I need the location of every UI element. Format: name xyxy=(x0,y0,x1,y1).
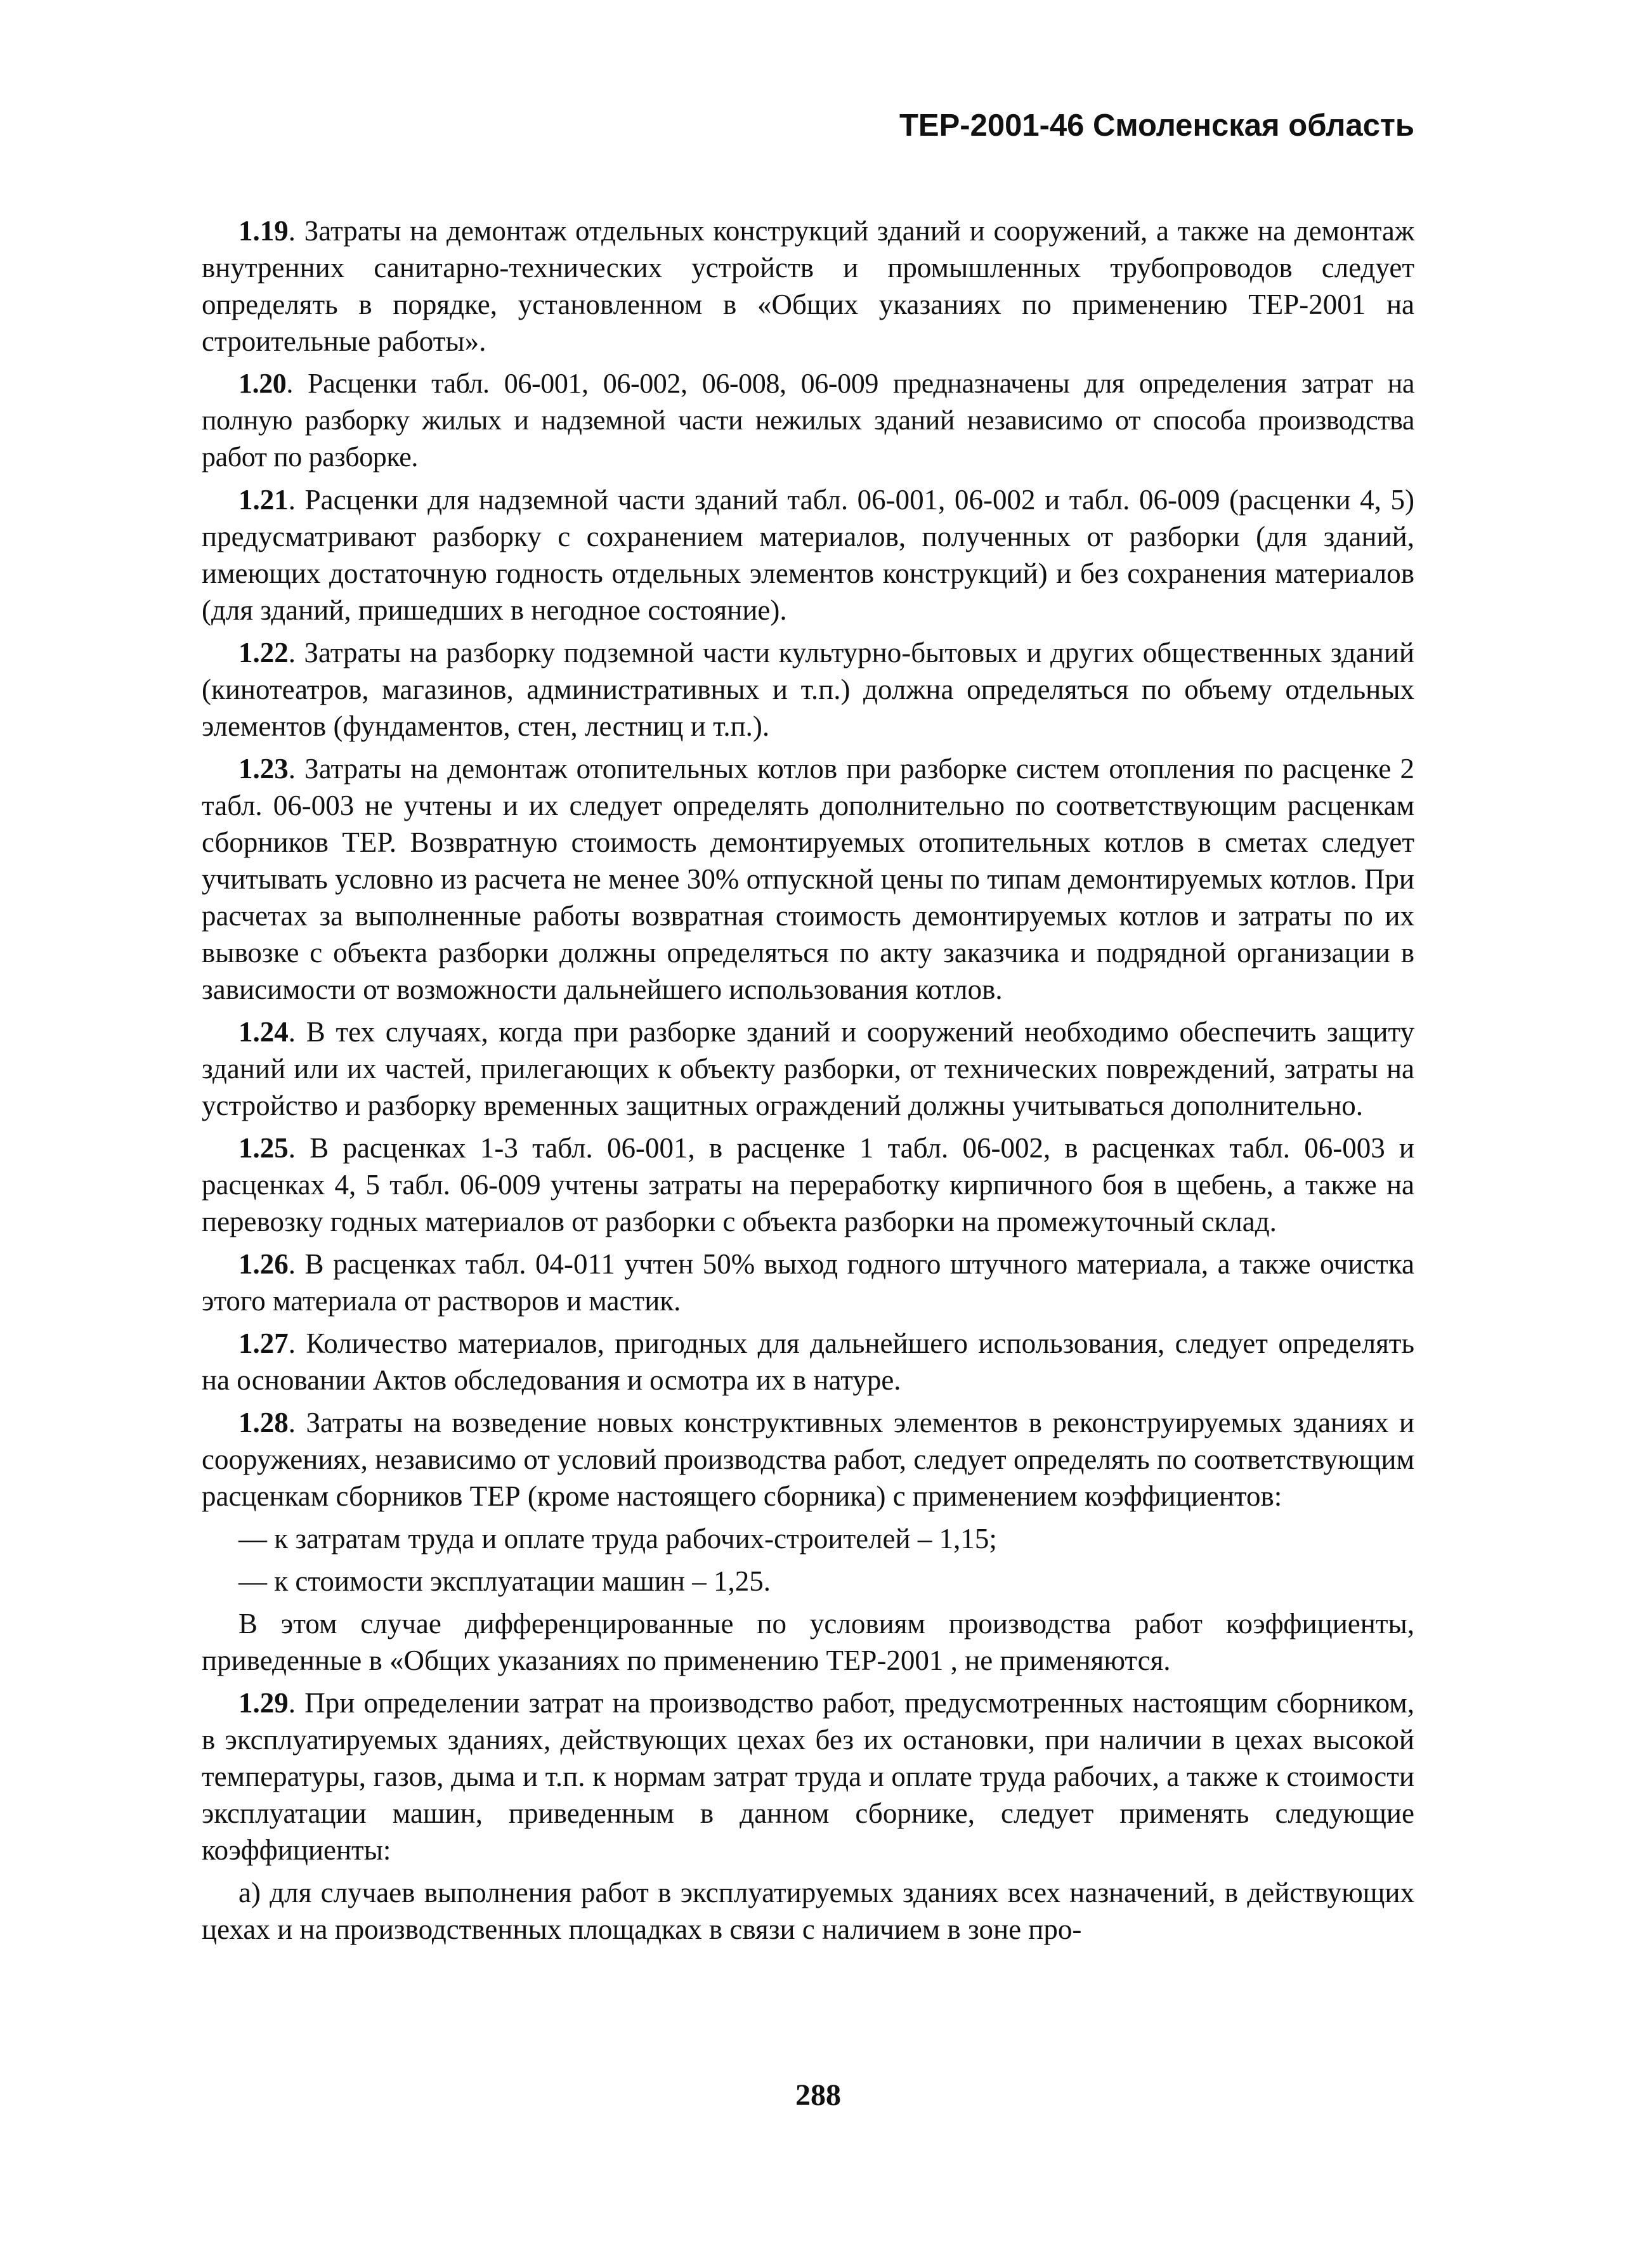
paragraph-1-23 xyxy=(202,750,1414,1008)
paragraph-1-19 xyxy=(202,212,1414,360)
paragraph-number: 1.21 xyxy=(238,484,289,516)
paragraph-text: . Затраты на разборку подземной части культурно-бытовых и других общественных зданий (кинотеатров, магазинов, административных и т.п.) должна определяться по объему отдельных элементов (фундаментов, стен, лестниц и т.п.). xyxy=(202,637,1414,742)
paragraph-1-24 xyxy=(202,1013,1414,1124)
paragraph-number: 1.23 xyxy=(238,753,289,785)
paragraph-number: 1.29 xyxy=(238,1687,289,1719)
paragraph-text: . Затраты на демонтаж отопительных котлов при разборке систем отопления по расценке 2 табл. 06-003 не учтены и их следует определять дополнительно по соответствующим расценкам сборников ТЕР. Возвратную стоимость демонтируемых отопительных котлов в сметах следует учитывать условно из расчета не менее 30% отпускной цены по типам демонтируемых котлов. При расчетах за выполненные работы возвратная стоимость демонтируемых котлов и затраты по их вывозке с объекта разборки должны определяться по акту заказчика и подрядной организации в зависимости от возможности дальнейшего использования котлов. xyxy=(202,753,1414,1005)
paragraph-text: . Затраты на демонтаж отдельных конструкций зданий и сооружений, а также на демонтаж внутренних санитарно-технических устройств и промышленных трубопроводов следует определять в порядке, установленном в «Общих указаниях по применению ТЕР-2001 на строительные работы». xyxy=(202,215,1414,357)
paragraph-1-22 xyxy=(202,634,1414,745)
paragraph-number: 1.19 xyxy=(238,215,289,247)
paragraph-text: . В расценках табл. 04-011 учтен 50% выход годного штучного материала, а также очистка этого материала от растворов и мастик. xyxy=(202,1248,1414,1317)
paragraph-text: . При определении затрат на производство работ, предусмотренных настоящим сборником, в эксплуатируемых зданиях, действующих цехах без их остановки, при наличии в цехах высокой температуры, газов, дыма и т.п. к нормам затрат труда и оплате труда рабочих, а также к стоимости эксплуатации машин, приведенным в данном сборнике, следует применять следующие коэффициенты: xyxy=(202,1687,1414,1866)
paragraph-number: 1.22 xyxy=(238,637,289,668)
paragraph-number: 1.20 xyxy=(238,368,287,399)
paragraph-text: . В тех случаях, когда при разборке зданий и сооружений необходимо обеспечить защиту зданий или их частей, прилегающих к объекту разборки, от технических повреждений, затраты на устройство и разборку временных защитных ограждений должны учитываться дополнительно. xyxy=(202,1016,1414,1121)
paragraph-number: 1.24 xyxy=(238,1016,289,1048)
paragraph-number: 1.28 xyxy=(238,1407,289,1438)
paragraph-text: . Количество материалов, пригодных для дальнейшего использования, следует определять на основании Актов обследования и осмотра их в натуре. xyxy=(202,1327,1414,1396)
paragraph-1-25 xyxy=(202,1130,1414,1240)
paragraph-number: 1.25 xyxy=(238,1132,289,1164)
paragraph-number: 1.26 xyxy=(238,1248,289,1280)
page-number: 288 xyxy=(795,2078,841,2112)
page-header: ТЕР-2001-46 Смоленская область xyxy=(899,108,1414,143)
paragraph-number: 1.27 xyxy=(238,1327,289,1359)
paragraph-text: . Расценки для надземной части зданий табл. 06-001, 06-002 и табл. 06-009 (расценки 4, 5) предусматривают разборку с сохранением материалов, полученных от разборки (для зданий, имеющих достаточную годность отдельных элементов конструкций) и без сохранения материалов (для зданий, пришедших в негодное состояние). xyxy=(202,484,1414,626)
paragraph-1-27 xyxy=(202,1325,1414,1398)
list-item: — к затратам труда и оплате труда рабочих-строителей – 1,15; xyxy=(238,1523,997,1554)
paragraph-text: . В расценках 1-3 табл. 06-001, в расценке 1 табл. 06-002, в расценках табл. 06-003 и расценках 4, 5 табл. 06-009 учтены затраты на переработку кирпичного боя в щебень, а также на перевозку годных материалов от разборки с объекта разборки на промежуточный склад. xyxy=(202,1132,1414,1237)
paragraph-1-29 xyxy=(202,1685,1414,1868)
paragraph-1-28 xyxy=(202,1404,1414,1515)
paragraph-1-26 xyxy=(202,1246,1414,1319)
list-item: — к стоимости эксплуатации машин – 1,25. xyxy=(238,1565,771,1597)
subitem-a: а) для случаев выполнения работ в эксплуатируемых зданиях всех назначений, в действующих цехах и на производственных площадках в связи с наличием в зоне про- xyxy=(202,1877,1414,1945)
paragraph-1-21 xyxy=(202,481,1414,629)
paragraph-text: . Затраты на возведение новых конструктивных элементов в реконструируемых зданиях и сооружениях, независимо от условий производства работ, следует определять по соответствующим расценкам сборников ТЕР (кроме настоящего сборника) с применением коэффициентов: xyxy=(202,1407,1414,1512)
paragraph-note: В этом случае дифференцированные по условиям производства работ коэффициенты, приведенные в «Общих указаниях по применению ТЕР-2001 , не применяются. xyxy=(202,1608,1414,1676)
paragraph-1-20 xyxy=(202,365,1414,476)
document-body xyxy=(202,212,1414,1953)
paragraph-text: . Расценки табл. 06-001, 06-002, 06-008, 06-009 предназначены для определения затрат на полную разборку жилых и надземной части нежилых зданий независимо от способа производства работ по разборке. xyxy=(202,368,1414,472)
